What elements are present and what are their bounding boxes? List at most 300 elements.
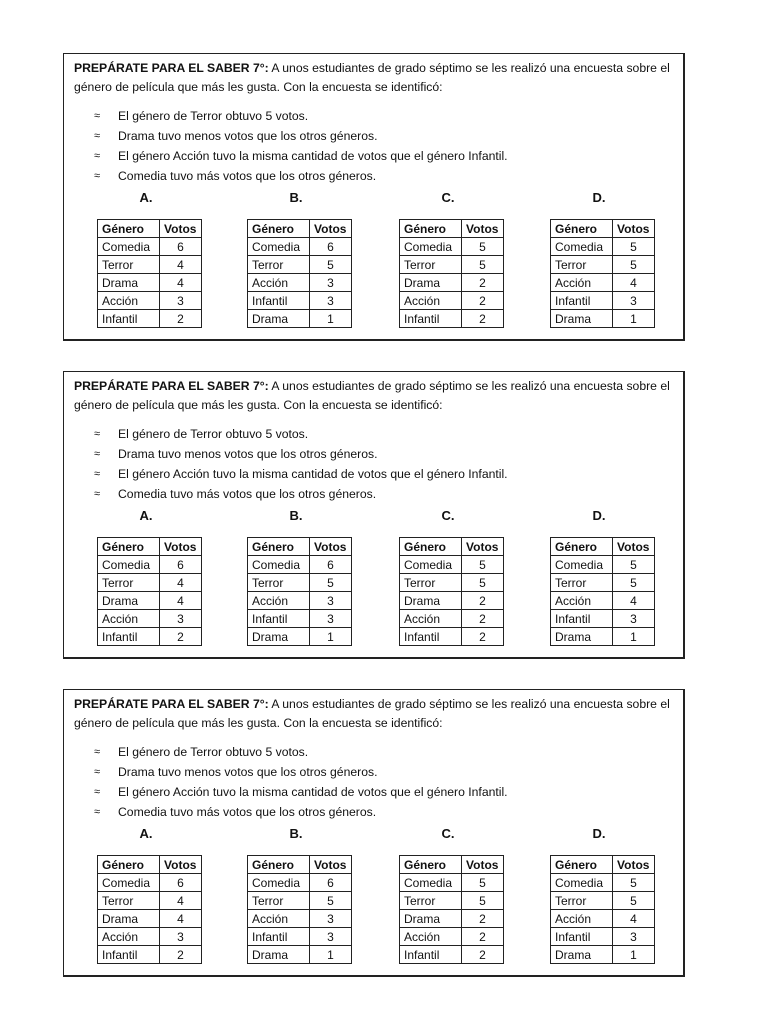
table-row <box>400 892 504 910</box>
votes-cell: 3 <box>160 610 202 628</box>
genre-cell: Comedia <box>400 874 462 892</box>
votes-column-header: Votos <box>310 856 352 874</box>
table-row <box>400 274 504 292</box>
answer-option-c[interactable] <box>399 508 505 644</box>
table-row <box>248 274 352 292</box>
table-row <box>551 274 655 292</box>
table-row <box>400 292 504 310</box>
table-header-row <box>248 856 352 874</box>
table-row <box>98 874 202 892</box>
fact-item <box>94 802 508 822</box>
genre-cell: Drama <box>400 910 462 928</box>
fact-text: Drama tuvo menos votos que los otros géneros. <box>118 129 378 143</box>
answer-option-c[interactable] <box>399 190 505 326</box>
genre-cell: Comedia <box>98 874 160 892</box>
votes-table <box>550 219 655 328</box>
table-row <box>248 610 352 628</box>
votes-cell: 3 <box>310 610 352 628</box>
table-row <box>98 274 202 292</box>
votes-table <box>97 219 202 328</box>
table-header-row <box>551 538 655 556</box>
answer-option-d[interactable] <box>550 190 656 326</box>
answer-option-b[interactable] <box>247 508 353 644</box>
facts-list <box>94 106 508 186</box>
votes-cell: 3 <box>613 292 655 310</box>
genre-cell: Terror <box>400 892 462 910</box>
genre-cell: Infantil <box>551 928 613 946</box>
votes-cell: 3 <box>310 928 352 946</box>
genre-column-header: Género <box>248 220 310 238</box>
question-card <box>63 371 685 659</box>
approx-bullet-icon: ≈ <box>94 448 101 460</box>
approx-bullet-icon: ≈ <box>94 786 101 798</box>
votes-cell: 5 <box>462 238 504 256</box>
table-row <box>248 628 352 646</box>
question-intro <box>74 59 674 97</box>
table-header-row <box>400 856 504 874</box>
votes-cell: 4 <box>613 910 655 928</box>
genre-column-header: Género <box>248 538 310 556</box>
table-row <box>551 256 655 274</box>
votes-cell: 2 <box>462 628 504 646</box>
answer-option-d[interactable] <box>550 826 656 962</box>
genre-column-header: Género <box>248 856 310 874</box>
table-row <box>551 928 655 946</box>
genre-cell: Comedia <box>400 556 462 574</box>
genre-cell: Comedia <box>248 874 310 892</box>
genre-cell: Drama <box>98 592 160 610</box>
fact-item <box>94 106 508 126</box>
table-row <box>551 310 655 328</box>
approx-bullet-icon: ≈ <box>94 130 101 142</box>
votes-column-header: Votos <box>462 538 504 556</box>
votes-cell: 2 <box>462 292 504 310</box>
option-letter: B. <box>289 826 303 841</box>
answer-option-c[interactable] <box>399 826 505 962</box>
votes-table <box>247 219 352 328</box>
table-row <box>98 574 202 592</box>
approx-bullet-icon: ≈ <box>94 150 101 162</box>
table-row <box>400 946 504 964</box>
votes-cell: 1 <box>310 946 352 964</box>
votes-cell: 4 <box>160 256 202 274</box>
question-heading: PREPÁRATE PARA EL SABER 7°: <box>74 697 269 711</box>
genre-cell: Infantil <box>400 946 462 964</box>
genre-cell: Drama <box>400 592 462 610</box>
table-header-row <box>248 220 352 238</box>
table-row <box>400 874 504 892</box>
table-header-row <box>400 538 504 556</box>
fact-text: El género Acción tuvo la misma cantidad de votos que el género Infantil. <box>118 149 508 163</box>
table-row <box>248 238 352 256</box>
votes-table <box>247 537 352 646</box>
votes-cell: 5 <box>310 256 352 274</box>
votes-cell: 5 <box>462 556 504 574</box>
votes-table <box>399 219 504 328</box>
votes-cell: 6 <box>310 874 352 892</box>
votes-cell: 6 <box>160 238 202 256</box>
genre-cell: Terror <box>248 892 310 910</box>
votes-column-header: Votos <box>160 220 202 238</box>
fact-item <box>94 424 508 444</box>
votes-column-header: Votos <box>613 538 655 556</box>
table-row <box>98 946 202 964</box>
fact-text: Comedia tuvo más votos que los otros géneros. <box>118 805 377 819</box>
table-row <box>98 256 202 274</box>
approx-bullet-icon: ≈ <box>94 806 101 818</box>
genre-cell: Acción <box>248 274 310 292</box>
genre-cell: Acción <box>248 592 310 610</box>
votes-table <box>399 855 504 964</box>
table-row <box>98 610 202 628</box>
fact-item <box>94 464 508 484</box>
table-row <box>551 610 655 628</box>
question-intro <box>74 695 674 733</box>
votes-table <box>399 537 504 646</box>
votes-column-header: Votos <box>462 220 504 238</box>
genre-column-header: Género <box>98 856 160 874</box>
table-row <box>98 238 202 256</box>
question-heading: PREPÁRATE PARA EL SABER 7°: <box>74 379 269 393</box>
table-row <box>551 592 655 610</box>
votes-table <box>247 855 352 964</box>
votes-cell: 1 <box>310 628 352 646</box>
table-row <box>98 928 202 946</box>
votes-column-header: Votos <box>613 856 655 874</box>
table-row <box>551 574 655 592</box>
genre-cell: Acción <box>551 910 613 928</box>
table-header-row <box>98 856 202 874</box>
approx-bullet-icon: ≈ <box>94 746 101 758</box>
genre-cell: Acción <box>551 592 613 610</box>
votes-cell: 5 <box>613 874 655 892</box>
table-header-row <box>248 538 352 556</box>
votes-cell: 2 <box>462 592 504 610</box>
votes-cell: 2 <box>462 910 504 928</box>
table-row <box>98 556 202 574</box>
votes-column-header: Votos <box>613 220 655 238</box>
genre-column-header: Género <box>98 538 160 556</box>
genre-cell: Terror <box>551 256 613 274</box>
votes-cell: 2 <box>462 310 504 328</box>
table-row <box>400 592 504 610</box>
genre-cell: Comedia <box>98 238 160 256</box>
option-letter: A. <box>139 190 153 205</box>
question-card <box>63 689 685 977</box>
votes-cell: 5 <box>462 574 504 592</box>
votes-cell: 5 <box>310 574 352 592</box>
option-letter: B. <box>289 508 303 523</box>
fact-text: El género de Terror obtuvo 5 votos. <box>118 109 309 123</box>
votes-cell: 3 <box>613 610 655 628</box>
votes-cell: 5 <box>462 874 504 892</box>
genre-cell: Infantil <box>248 292 310 310</box>
approx-bullet-icon: ≈ <box>94 428 101 440</box>
votes-cell: 2 <box>462 928 504 946</box>
genre-cell: Drama <box>248 946 310 964</box>
table-row <box>248 946 352 964</box>
fact-text: El género Acción tuvo la misma cantidad de votos que el género Infantil. <box>118 467 508 481</box>
votes-column-header: Votos <box>462 856 504 874</box>
votes-cell: 6 <box>310 238 352 256</box>
option-letter: A. <box>139 508 153 523</box>
votes-column-header: Votos <box>310 220 352 238</box>
table-row <box>248 574 352 592</box>
table-row <box>551 874 655 892</box>
table-row <box>248 892 352 910</box>
votes-cell: 4 <box>613 274 655 292</box>
genre-cell: Terror <box>248 574 310 592</box>
approx-bullet-icon: ≈ <box>94 170 101 182</box>
genre-cell: Comedia <box>551 556 613 574</box>
table-row <box>551 628 655 646</box>
table-row <box>248 310 352 328</box>
votes-cell: 3 <box>160 292 202 310</box>
question-heading: PREPÁRATE PARA EL SABER 7°: <box>74 61 269 75</box>
table-row <box>98 892 202 910</box>
table-row <box>248 928 352 946</box>
genre-cell: Terror <box>248 256 310 274</box>
genre-cell: Drama <box>248 628 310 646</box>
table-row <box>248 292 352 310</box>
answer-option-d[interactable] <box>550 508 656 644</box>
table-row <box>248 592 352 610</box>
votes-cell: 2 <box>160 628 202 646</box>
votes-cell: 5 <box>613 556 655 574</box>
genre-cell: Comedia <box>551 238 613 256</box>
table-row <box>98 292 202 310</box>
table-row <box>400 574 504 592</box>
option-letter: D. <box>592 190 606 205</box>
table-row <box>400 556 504 574</box>
genre-cell: Drama <box>248 310 310 328</box>
genre-cell: Acción <box>551 274 613 292</box>
votes-cell: 6 <box>160 874 202 892</box>
votes-cell: 3 <box>310 592 352 610</box>
table-header-row <box>98 220 202 238</box>
genre-cell: Comedia <box>248 556 310 574</box>
fact-text: Comedia tuvo más votos que los otros géneros. <box>118 169 377 183</box>
votes-cell: 5 <box>462 256 504 274</box>
votes-cell: 6 <box>160 556 202 574</box>
genre-column-header: Género <box>551 220 613 238</box>
table-row <box>400 610 504 628</box>
genre-column-header: Género <box>400 220 462 238</box>
table-row <box>248 556 352 574</box>
question-text: A unos estudiantes de grado séptimo se les realizó una encuesta sobre el género de película que más les gusta. Con la encuesta se identificó: <box>74 61 670 94</box>
genre-cell: Acción <box>400 928 462 946</box>
genre-cell: Infantil <box>551 610 613 628</box>
table-row <box>248 874 352 892</box>
answer-option-a[interactable] <box>97 826 203 962</box>
answer-option-b[interactable] <box>247 826 353 962</box>
fact-item <box>94 782 508 802</box>
option-letter: B. <box>289 190 303 205</box>
table-row <box>248 256 352 274</box>
fact-item <box>94 762 508 782</box>
option-letter: C. <box>441 508 455 523</box>
genre-cell: Infantil <box>400 310 462 328</box>
votes-table <box>550 537 655 646</box>
facts-list <box>94 424 508 504</box>
table-row <box>551 292 655 310</box>
table-header-row <box>98 538 202 556</box>
table-row <box>400 238 504 256</box>
genre-cell: Comedia <box>98 556 160 574</box>
table-header-row <box>551 220 655 238</box>
votes-table <box>97 537 202 646</box>
votes-cell: 1 <box>613 946 655 964</box>
genre-cell: Infantil <box>98 946 160 964</box>
table-row <box>98 592 202 610</box>
genre-column-header: Género <box>551 856 613 874</box>
option-letter: D. <box>592 508 606 523</box>
genre-cell: Terror <box>400 256 462 274</box>
votes-table <box>97 855 202 964</box>
table-row <box>400 256 504 274</box>
genre-cell: Drama <box>551 946 613 964</box>
votes-cell: 2 <box>462 274 504 292</box>
question-card <box>63 53 685 341</box>
genre-cell: Infantil <box>248 928 310 946</box>
genre-cell: Acción <box>400 610 462 628</box>
approx-bullet-icon: ≈ <box>94 766 101 778</box>
table-row <box>400 628 504 646</box>
votes-cell: 4 <box>160 274 202 292</box>
genre-column-header: Género <box>400 538 462 556</box>
table-row <box>400 310 504 328</box>
genre-column-header: Género <box>98 220 160 238</box>
votes-cell: 5 <box>613 892 655 910</box>
votes-column-header: Votos <box>160 538 202 556</box>
genre-cell: Drama <box>551 628 613 646</box>
table-row <box>551 910 655 928</box>
votes-cell: 2 <box>160 946 202 964</box>
approx-bullet-icon: ≈ <box>94 488 101 500</box>
genre-column-header: Género <box>400 856 462 874</box>
table-row <box>400 928 504 946</box>
fact-text: El género Acción tuvo la misma cantidad de votos que el género Infantil. <box>118 785 508 799</box>
genre-cell: Terror <box>98 892 160 910</box>
table-row <box>551 238 655 256</box>
genre-cell: Acción <box>98 610 160 628</box>
votes-cell: 4 <box>613 592 655 610</box>
table-row <box>400 910 504 928</box>
question-text: A unos estudiantes de grado séptimo se les realizó una encuesta sobre el género de película que más les gusta. Con la encuesta se identificó: <box>74 379 670 412</box>
option-letter: C. <box>441 190 455 205</box>
votes-cell: 2 <box>462 946 504 964</box>
votes-cell: 5 <box>613 238 655 256</box>
votes-column-header: Votos <box>310 538 352 556</box>
genre-cell: Infantil <box>98 310 160 328</box>
genre-cell: Terror <box>98 574 160 592</box>
genre-cell: Terror <box>551 892 613 910</box>
genre-column-header: Género <box>551 538 613 556</box>
votes-cell: 2 <box>462 610 504 628</box>
votes-cell: 3 <box>310 274 352 292</box>
votes-cell: 5 <box>462 892 504 910</box>
approx-bullet-icon: ≈ <box>94 110 101 122</box>
votes-cell: 2 <box>160 310 202 328</box>
question-text: A unos estudiantes de grado séptimo se les realizó una encuesta sobre el género de película que más les gusta. Con la encuesta se identificó: <box>74 697 670 730</box>
fact-item <box>94 146 508 166</box>
table-row <box>248 910 352 928</box>
votes-cell: 5 <box>310 892 352 910</box>
votes-cell: 3 <box>310 910 352 928</box>
genre-cell: Acción <box>98 928 160 946</box>
table-row <box>98 628 202 646</box>
genre-cell: Comedia <box>400 238 462 256</box>
genre-cell: Terror <box>551 574 613 592</box>
votes-cell: 4 <box>160 592 202 610</box>
answer-option-b[interactable] <box>247 190 353 326</box>
votes-cell: 1 <box>613 310 655 328</box>
fact-item <box>94 484 508 504</box>
genre-cell: Acción <box>98 292 160 310</box>
fact-item <box>94 742 508 762</box>
option-letter: A. <box>139 826 153 841</box>
genre-cell: Drama <box>98 910 160 928</box>
fact-text: El género de Terror obtuvo 5 votos. <box>118 427 309 441</box>
genre-cell: Infantil <box>400 628 462 646</box>
table-header-row <box>551 856 655 874</box>
table-row <box>551 892 655 910</box>
genre-cell: Acción <box>248 910 310 928</box>
genre-cell: Acción <box>400 292 462 310</box>
votes-cell: 4 <box>160 892 202 910</box>
answer-option-a[interactable] <box>97 190 203 326</box>
table-row <box>98 310 202 328</box>
genre-cell: Terror <box>400 574 462 592</box>
table-row <box>551 556 655 574</box>
genre-cell: Terror <box>98 256 160 274</box>
genre-cell: Drama <box>400 274 462 292</box>
question-intro <box>74 377 674 415</box>
fact-text: Comedia tuvo más votos que los otros géneros. <box>118 487 377 501</box>
facts-list <box>94 742 508 822</box>
votes-cell: 5 <box>613 256 655 274</box>
votes-cell: 3 <box>613 928 655 946</box>
fact-item <box>94 444 508 464</box>
fact-text: El género de Terror obtuvo 5 votos. <box>118 745 309 759</box>
option-letter: C. <box>441 826 455 841</box>
genre-cell: Infantil <box>98 628 160 646</box>
answer-option-a[interactable] <box>97 508 203 644</box>
votes-cell: 4 <box>160 574 202 592</box>
table-row <box>551 946 655 964</box>
votes-table <box>550 855 655 964</box>
fact-text: Drama tuvo menos votos que los otros géneros. <box>118 765 378 779</box>
genre-cell: Infantil <box>248 610 310 628</box>
genre-cell: Infantil <box>551 292 613 310</box>
votes-cell: 6 <box>310 556 352 574</box>
votes-cell: 1 <box>613 628 655 646</box>
option-letter: D. <box>592 826 606 841</box>
fact-item <box>94 126 508 146</box>
table-row <box>98 910 202 928</box>
votes-cell: 3 <box>310 292 352 310</box>
genre-cell: Drama <box>551 310 613 328</box>
fact-item <box>94 166 508 186</box>
fact-text: Drama tuvo menos votos que los otros géneros. <box>118 447 378 461</box>
approx-bullet-icon: ≈ <box>94 468 101 480</box>
table-header-row <box>400 220 504 238</box>
votes-cell: 1 <box>310 310 352 328</box>
votes-column-header: Votos <box>160 856 202 874</box>
genre-cell: Drama <box>98 274 160 292</box>
votes-cell: 5 <box>613 574 655 592</box>
votes-cell: 3 <box>160 928 202 946</box>
